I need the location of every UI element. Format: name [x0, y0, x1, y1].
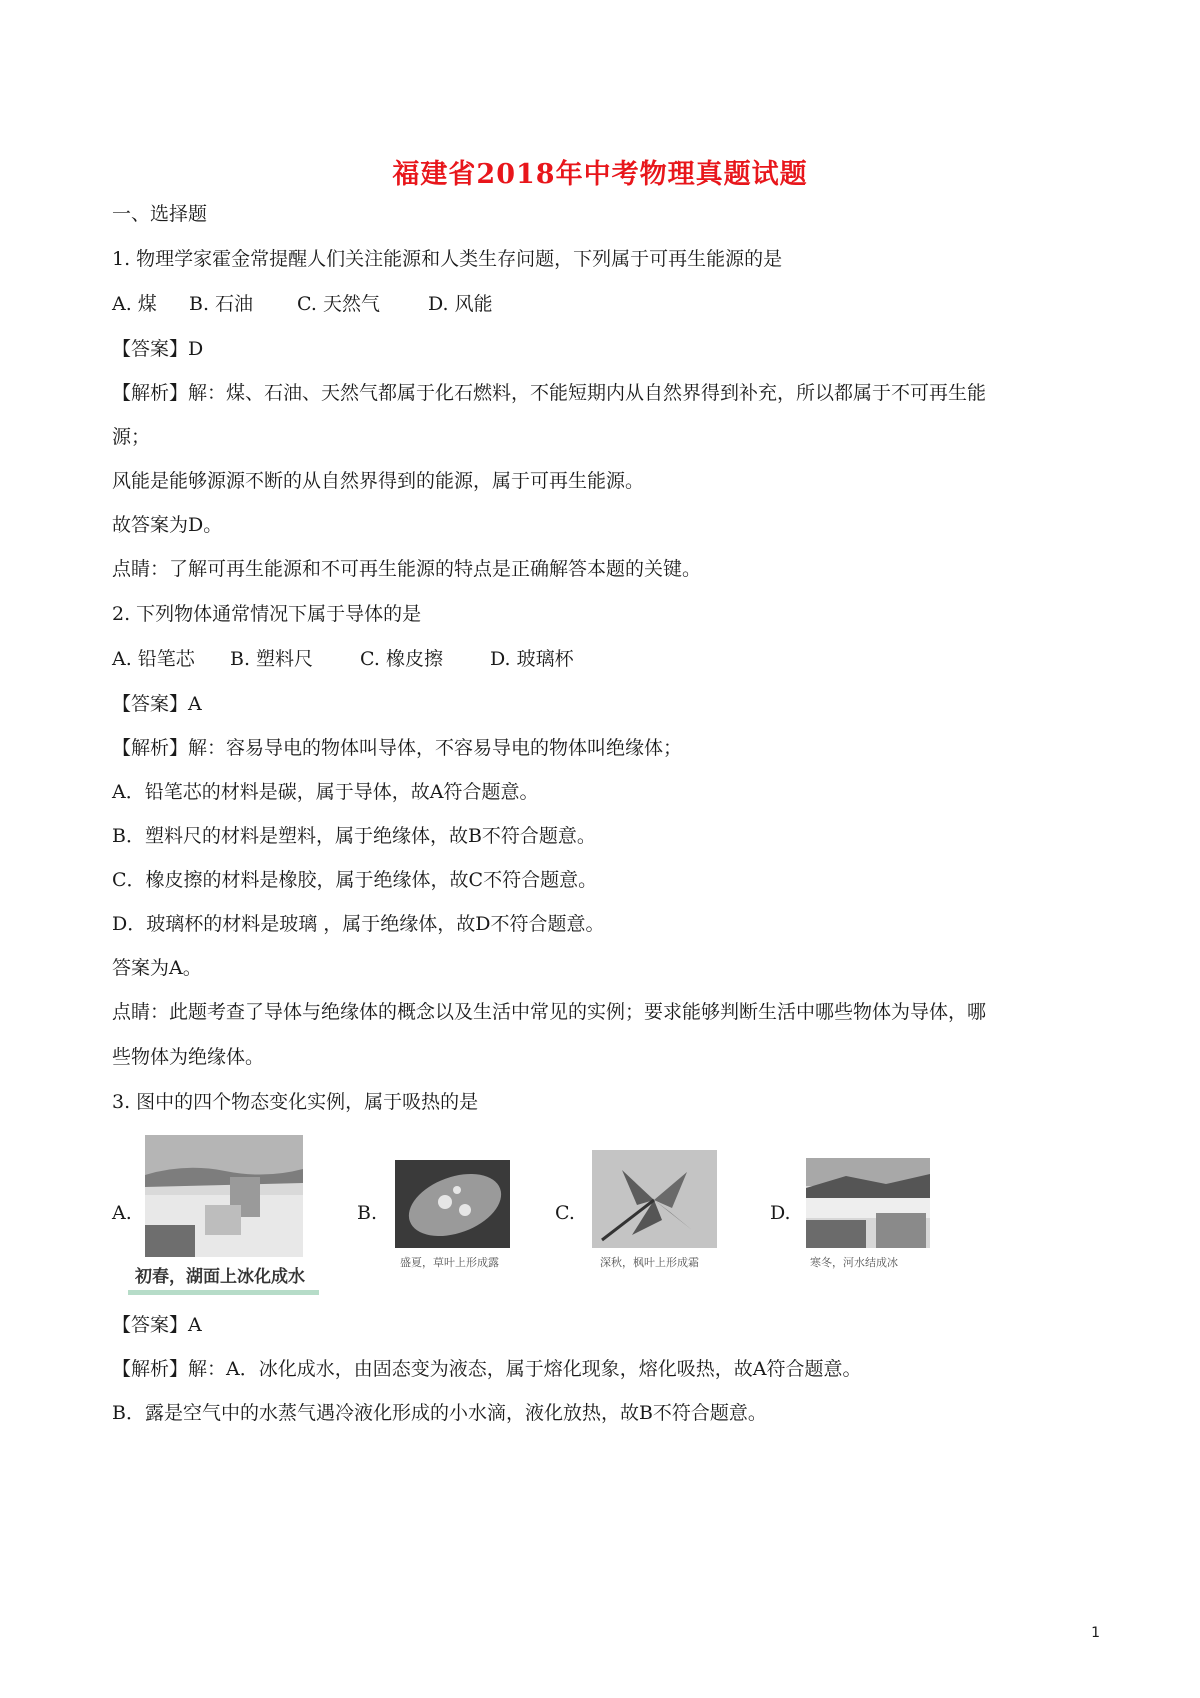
- q3-figure-label-d: D.: [770, 1202, 791, 1224]
- q2-option-c: C. 橡皮擦: [360, 648, 443, 670]
- q3-photo-c-frost: [592, 1150, 717, 1248]
- q3-photo-a-ice-melting: [145, 1135, 303, 1257]
- q2-option-d: D. 玻璃杯: [490, 648, 574, 670]
- q2-analysis-4: C．橡皮擦的材料是橡胶，属于绝缘体，故C不符合题意。: [112, 869, 598, 891]
- q1-option-d: D. 风能: [428, 293, 493, 315]
- q3-figure-label-b: B.: [357, 1202, 378, 1224]
- q1-analysis-3: 风能是能够源源不断的从自然界得到的能源，属于可再生能源。: [112, 470, 645, 492]
- q1-answer: 【答案】D: [112, 338, 204, 360]
- q3-photo-b-dew: [395, 1160, 510, 1248]
- q1-option-b: B. 石油: [189, 293, 254, 315]
- q2-options: [112, 647, 574, 671]
- q3-caption-d: 寒冬，河水结成冰: [810, 1256, 898, 1269]
- q3-answer: 【答案】A: [112, 1314, 202, 1336]
- q3-stem: 3. 图中的四个物态变化实例，属于吸热的是: [112, 1091, 479, 1113]
- q2-analysis-1: 【解析】解：容易导电的物体叫导体，不容易导电的物体叫绝缘体；: [112, 737, 683, 759]
- q3-analysis-1: 【解析】解：A．冰化成水，由固态变为液态，属于熔化现象，熔化吸热，故A符合题意。: [112, 1358, 862, 1380]
- q3-photo-d-freezing: [806, 1158, 930, 1248]
- q3-analysis-2: B．露是空气中的水蒸气遇冷液化形成的小水滴，液化放热，故B不符合题意。: [112, 1402, 767, 1424]
- section-heading: 一、选择题: [112, 203, 208, 225]
- q2-analysis-3: B．塑料尺的材料是塑料，属于绝缘体，故B不符合题意。: [112, 825, 596, 847]
- q1-analysis-2: 源；: [112, 426, 151, 448]
- q2-stem: 2. 下列物体通常情况下属于导体的是: [112, 603, 422, 625]
- q2-analysis-5: D．玻璃杯的材料是玻璃 ，属于绝缘体，故D不符合题意。: [112, 913, 605, 935]
- q1-analysis-4: 故答案为D。: [112, 514, 223, 536]
- q2-option-b: B. 塑料尺: [230, 648, 314, 670]
- q2-analysis-6: 答案为A。: [112, 957, 202, 979]
- q1-options: [112, 292, 493, 316]
- page-title: 福建省2018年中考物理真题试题: [392, 159, 808, 190]
- q3-figure-label-a: A.: [112, 1202, 132, 1224]
- caption-underline: [128, 1290, 319, 1295]
- page-number: 1: [1091, 1625, 1100, 1641]
- q2-tip-1: 点睛：此题考查了导体与绝缘体的概念以及生活中常见的实例；要求能够判断生活中哪些物体为导体，哪: [112, 1001, 987, 1023]
- q1-analysis-1: 【解析】解：煤、石油、天然气都属于化石燃料，不能短期内从自然界得到补充，所以都属于不可再生能: [112, 382, 987, 404]
- q1-stem: 1. 物理学家霍金常提醒人们关注能源和人类生存问题，下列属于可再生能源的是: [112, 248, 783, 270]
- q2-option-a: A. 铅笔芯: [112, 648, 195, 670]
- q1-option-a: A. 煤: [112, 293, 157, 315]
- q3-figure-label-c: C.: [555, 1202, 575, 1224]
- q3-caption-b: 盛夏，草叶上形成露: [400, 1256, 499, 1269]
- q2-answer: 【答案】A: [112, 693, 202, 715]
- q2-tip-2: 些物体为绝缘体。: [112, 1046, 265, 1068]
- q2-analysis-2: A．铅笔芯的材料是碳，属于导体，故A符合题意。: [112, 781, 539, 803]
- q1-option-c: C. 天然气: [297, 293, 380, 315]
- q3-caption-c: 深秋，枫叶上形成霜: [600, 1256, 699, 1269]
- q1-tip: 点睛：了解可再生能源和不可再生能源的特点是正确解答本题的关键。: [112, 558, 702, 580]
- q3-caption-a: 初春，湖面上冰化成水: [135, 1267, 305, 1287]
